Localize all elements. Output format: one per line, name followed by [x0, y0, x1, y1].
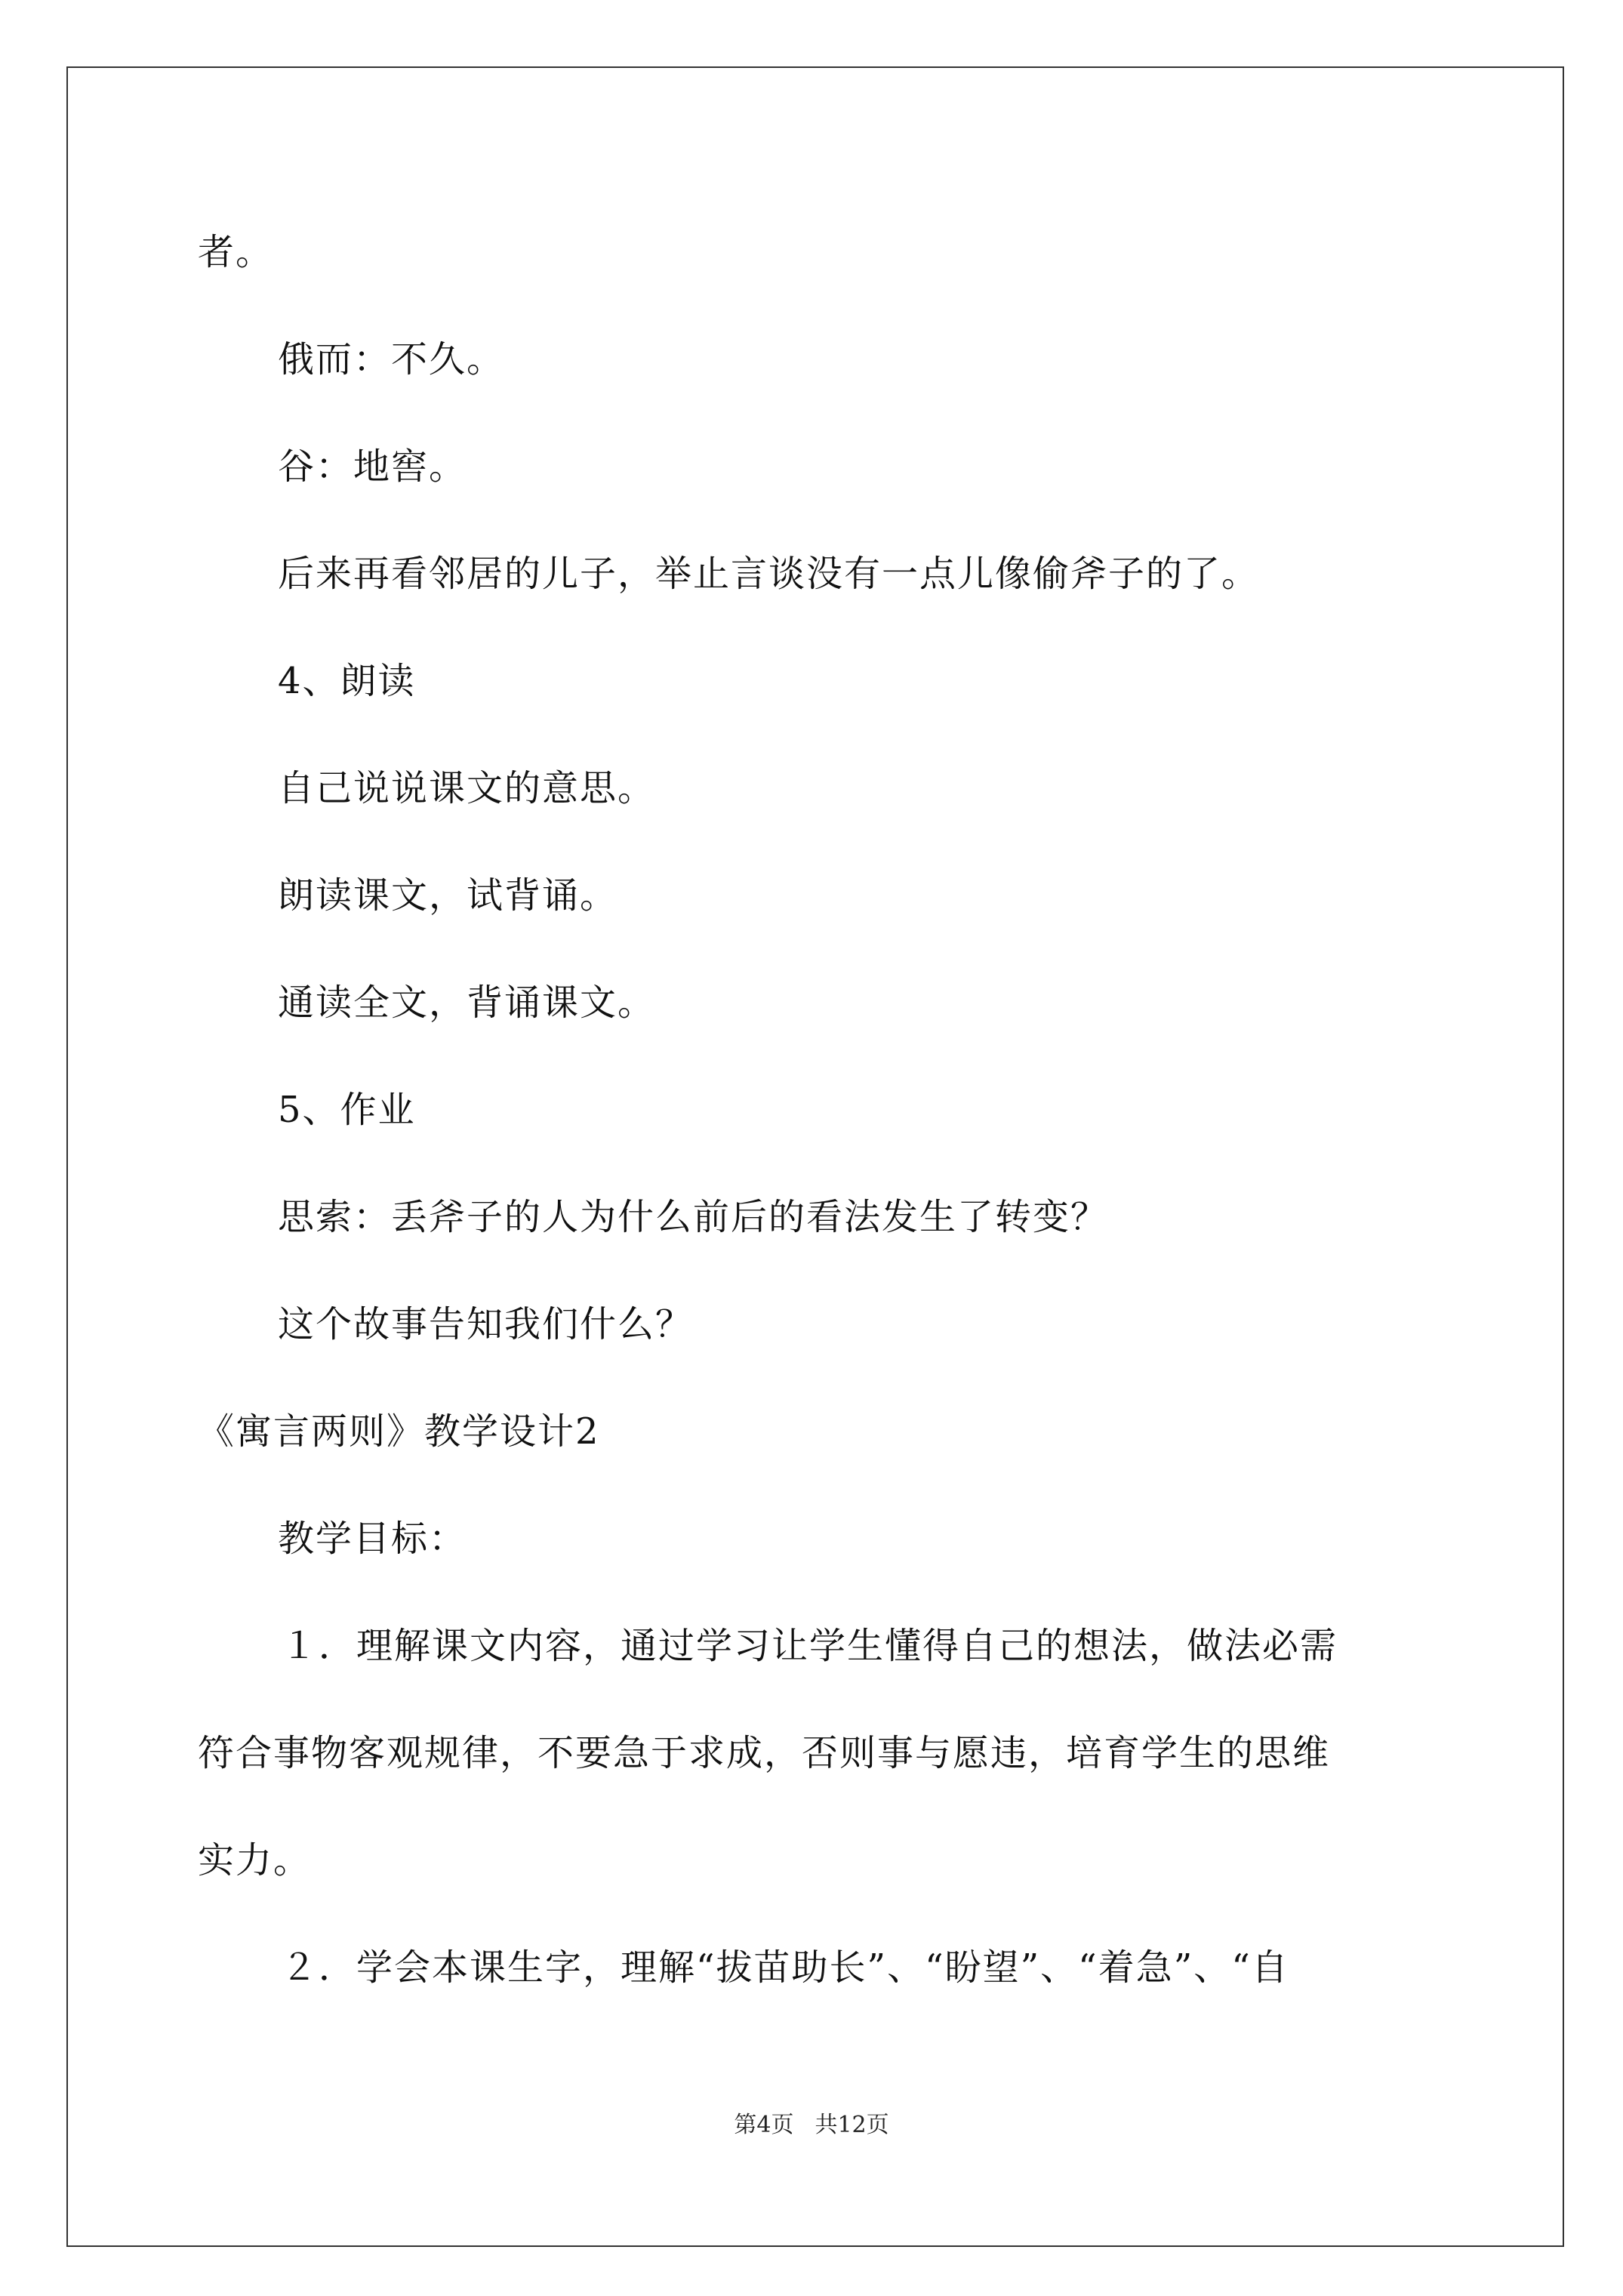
document-section-title: 《寓言两则》教学设计2: [198, 1410, 600, 1453]
text-line-translation: 后来再看邻居的儿子，举止言谈没有一点儿像偷斧子的了。: [278, 553, 1260, 595]
page-border: [66, 66, 1564, 2247]
text-line-homework-question-2: 这个故事告知我们什么？: [278, 1303, 694, 1345]
text-line-reading-step-2: 朗读课文，试背诵。: [278, 874, 618, 917]
text-line-reading-step-3: 通读全文，背诵课文。: [278, 982, 656, 1024]
page-total: 共12页: [815, 2112, 889, 2138]
text-line-continuation: 者。: [198, 231, 274, 273]
text-line-objective-1: １．理解课文内容，通过学习让学生懂得自己的想法，做法必需: [281, 1625, 1338, 1667]
text-line-definition-gu: 谷：地窖。: [278, 445, 467, 488]
text-line-objective-1-cont: 符合事物客观规律，不要急于求成，否则事与愿违，培育学生的思维: [198, 1732, 1331, 1774]
page-number: 第4页: [734, 2112, 794, 2138]
text-line-homework-question-1: 思索：丢斧子的人为什么前后的看法发生了转变？: [278, 1196, 1109, 1238]
text-line-objective-1-end: 实力。: [198, 1839, 312, 1881]
section-heading-homework: 5、作业: [278, 1089, 416, 1131]
text-line-definition-eer: 俄而：不久。: [278, 338, 505, 381]
page-footer: [0, 2110, 1623, 2140]
section-heading-reading: 4、朗读: [278, 660, 416, 702]
text-line-objective-2: ２．学会本课生字，理解“拔苗助长”、“盼望”、“着急”、“自: [281, 1946, 1289, 1989]
section-heading-objectives: 教学目标：: [278, 1518, 467, 1560]
text-line-reading-step-1: 自己说说课文的意思。: [278, 767, 656, 809]
